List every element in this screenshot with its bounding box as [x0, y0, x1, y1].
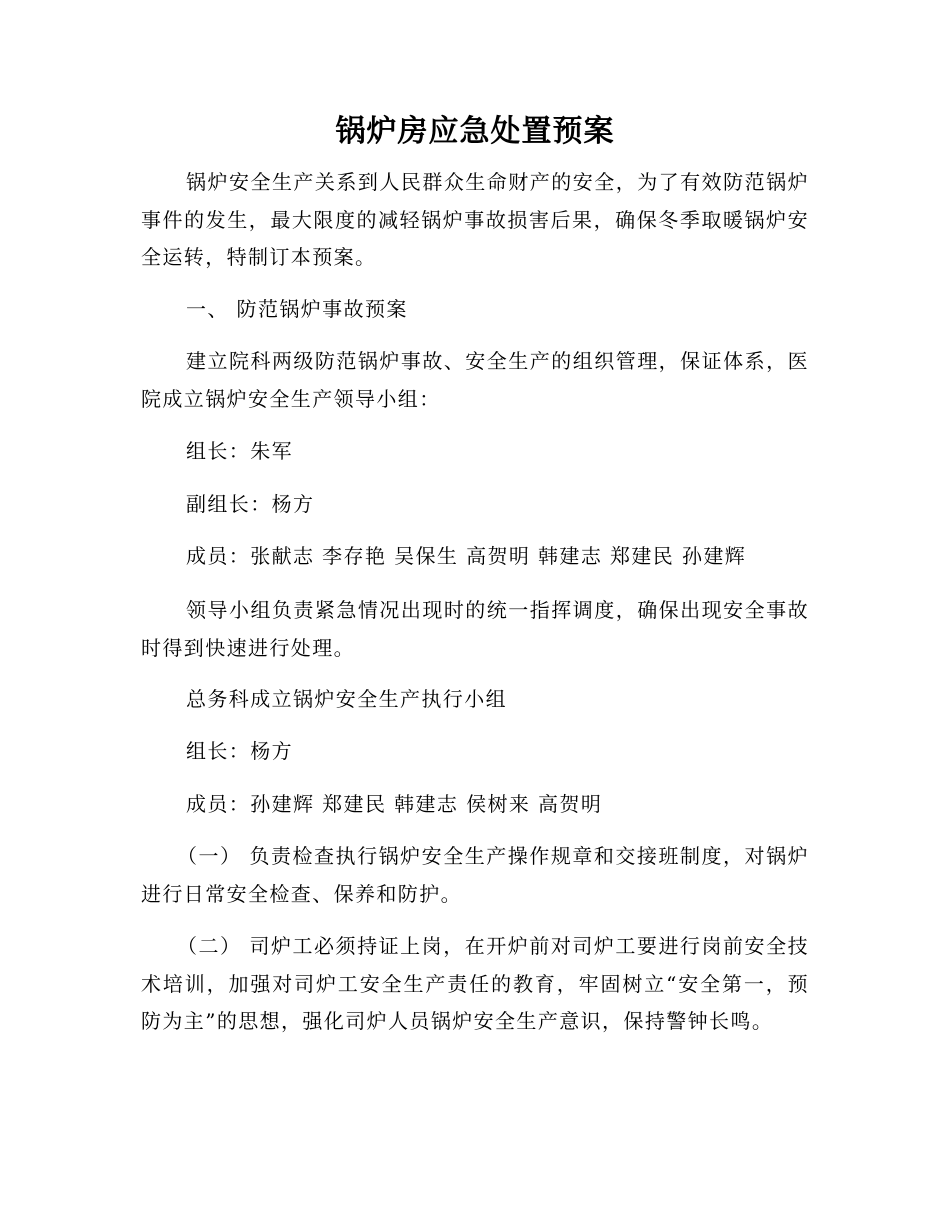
exec-members-line: 成员：孙建辉 郑建民 韩建志 侯树来 高贺明	[186, 792, 603, 816]
members-line: 成员：张献志 李存艳 吴保生 高贺明 韩建志 郑建民 孙建辉	[186, 544, 747, 568]
leadership-duty-paragraph: 领导小组负责紧急情况出现时的统一指挥调度，确保出现安全事故时得到快速进行处理。	[141, 598, 809, 660]
exec-leader-line: 组长：杨方	[186, 739, 293, 763]
exec-group-title: 总务科成立锅炉安全生产执行小组	[186, 687, 507, 711]
item-one-paragraph: （一） 负责检查执行锅炉安全生产操作规章和交接班制度，对锅炉进行日常安全检查、保养和防护。	[141, 844, 809, 906]
deputy-leader-line: 副组长：杨方	[186, 492, 315, 516]
intro-paragraph: 锅炉安全生产关系到人民群众生命财产的安全，为了有效防范锅炉事件的发生，最大限度的减轻锅炉事故损害后果，确保冬季取暖锅炉安全运转，特制订本预案。	[141, 170, 809, 269]
document-title: 锅炉房应急处置预案	[335, 114, 615, 149]
item-two-paragraph: （二） 司炉工必须持证上岗，在开炉前对司炉工要进行岗前安全技术培训，加强对司炉工安全生产责任的教育，牢固树立“安全第一，预防为主”的思想，强化司炉人员锅炉安全生产意识，保持警钟长鸣。	[141, 934, 809, 1033]
section-body-paragraph: 建立院科两级防范锅炉事故、安全生产的组织管理，保证体系，医院成立锅炉安全生产领导小组：	[141, 349, 809, 411]
leader-line: 组长：朱军	[186, 439, 293, 463]
section-heading: 一、 防范锅炉事故预案	[186, 297, 408, 321]
